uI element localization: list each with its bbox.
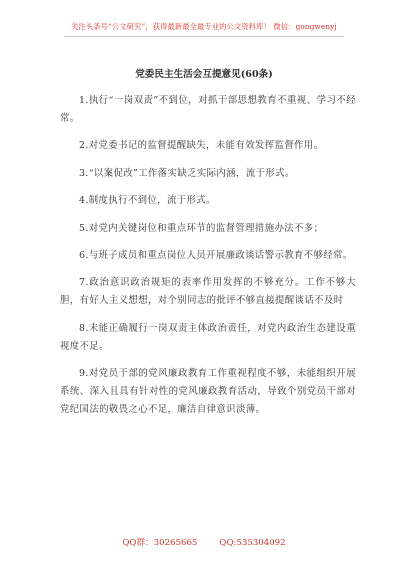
- header-divider: [64, 36, 344, 37]
- document-title: 党委民主生活会互提意见(60条): [135, 69, 273, 80]
- list-item: 6.与班子成员和重点岗位人员开展廉政谈话警示教育不够经常。: [79, 249, 353, 261]
- footer-qq-group: QQ群：30265665: [122, 538, 198, 548]
- list-item: 4.制度执行不到位，流于形式。: [79, 195, 216, 207]
- list-item: 7.政治意识政治规矩的表率作用发挥的不够充分。工作不够大胆，有好人主义想想，对个别同志的批评不够直接提醒谈话不及时: [60, 277, 356, 307]
- footer-qq: QQ:535304092: [219, 538, 286, 548]
- list-item: 1.执行“一岗双责”不到位，对抓干部思想教育不重视、学习不经常。: [60, 95, 356, 124]
- list-item: 2.对党委书记的监督提醒缺失，未能有效发挥监督作用。: [79, 140, 324, 152]
- header-note: 关注头条号“公文研究”，获得最新最全最专业的公文资料库！ 微信：gongwenyj: [71, 22, 337, 31]
- item-list: [60, 92, 356, 427]
- list-item: 5.对党内关键岗位和重点环节的监督管理措施办法不多；: [79, 222, 324, 234]
- list-item: 9.对党员干部的党风廉政教育工作重视程度不够，未能组织开展系统、深入且具有针对性的党风廉政教育活动，导致个别党员干部对党纪国法的敬畏之心不足，廉洁自律意识淡薄。: [60, 368, 356, 416]
- list-item: 8.未能正确履行一岗双责主体政治责任，对党内政治生态建设重视度不足。: [60, 322, 356, 352]
- list-item: 3.“以案促改”工作落实缺乏实际内涵，流于形式。: [79, 167, 295, 179]
- footer: [0, 536, 408, 548]
